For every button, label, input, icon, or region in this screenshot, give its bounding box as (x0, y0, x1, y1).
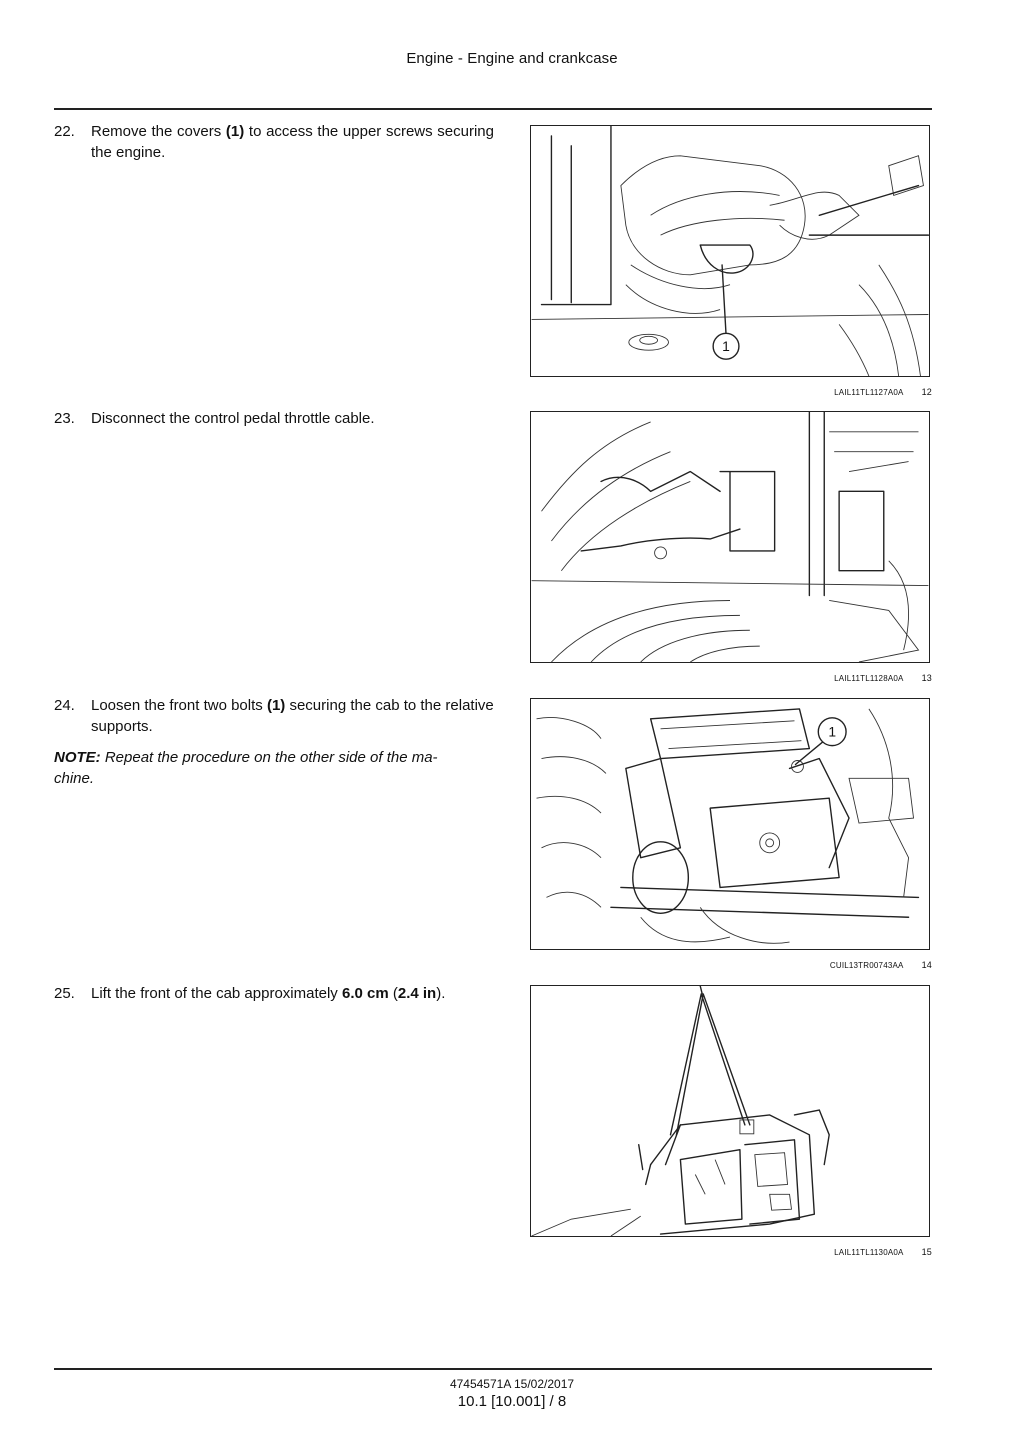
figure-12-engine-covers (530, 125, 930, 377)
step-22 (54, 121, 494, 163)
step-text-part: Remove the covers (91, 123, 226, 140)
image-code: CUIL13TR00743AA (829, 961, 904, 970)
figure-15-cab-lifting (530, 985, 930, 1237)
throttle-cable-illustration (531, 412, 929, 662)
step-number: 25. (54, 985, 75, 1002)
step-text-part: Loosen the front two bolts (91, 697, 267, 714)
step-text-part: ( (388, 985, 398, 1002)
callout-reference: (1) (225, 123, 245, 140)
step-number: 22. (54, 123, 75, 140)
callout-1-label: 1 (828, 723, 837, 740)
note-text: Repeat the procedure on the other side of the ma- (100, 749, 438, 766)
footer-divider (54, 1368, 932, 1370)
step-number: 24. (54, 697, 75, 714)
note-label: NOTE: (54, 749, 101, 766)
step-text (91, 695, 494, 737)
step-text-part: securing the cab to the relative supports. (91, 697, 494, 735)
header-divider (54, 108, 932, 110)
engine-covers-illustration (531, 126, 929, 376)
step-25 (54, 983, 494, 1004)
step-text-part: to access the upper screws securing the engine. (91, 123, 494, 161)
figure-14-cab-bolts (530, 698, 930, 950)
step-text (91, 983, 494, 1004)
image-code: LAIL11TL1130A0A (834, 1248, 904, 1257)
note (54, 747, 494, 789)
step-text: Disconnect the control pedal throttle cable. (91, 410, 375, 427)
figure-number: 13 (921, 673, 932, 683)
step-text (91, 121, 494, 163)
image-code: LAIL11TL1127A0A (834, 388, 904, 397)
callout-1-label: 1 (722, 338, 730, 355)
measurement-metric: 6.0 cm (341, 985, 389, 1002)
figure-14-caption (530, 960, 932, 970)
page-number: 10.1 [10.001] / 8 (457, 1393, 567, 1410)
figure-13-caption (530, 673, 932, 683)
measurement-imperial: 2.4 in (397, 985, 437, 1002)
figure-number: 14 (921, 960, 932, 970)
callout-reference: (1) (266, 697, 286, 714)
step-24 (54, 695, 494, 737)
step-text-part: ). (436, 985, 446, 1002)
figure-12-caption (530, 387, 932, 397)
image-code: LAIL11TL1128A0A (834, 674, 904, 683)
page-title: Engine - Engine and crankcase (406, 50, 618, 67)
step-number: 23. (54, 410, 75, 427)
cab-lifting-illustration (531, 986, 929, 1236)
figure-13-throttle-cable (530, 411, 930, 663)
document-code: 47454571A 15/02/2017 (449, 1377, 575, 1391)
step-text-part: Lift the front of the cab approximately (91, 985, 342, 1002)
step-23 (54, 408, 494, 429)
figure-number: 15 (921, 1247, 932, 1257)
figure-number: 12 (921, 387, 932, 397)
note-text-continued: chine. (54, 770, 95, 787)
figure-15-caption (530, 1247, 932, 1257)
cab-bolts-illustration (531, 699, 929, 949)
